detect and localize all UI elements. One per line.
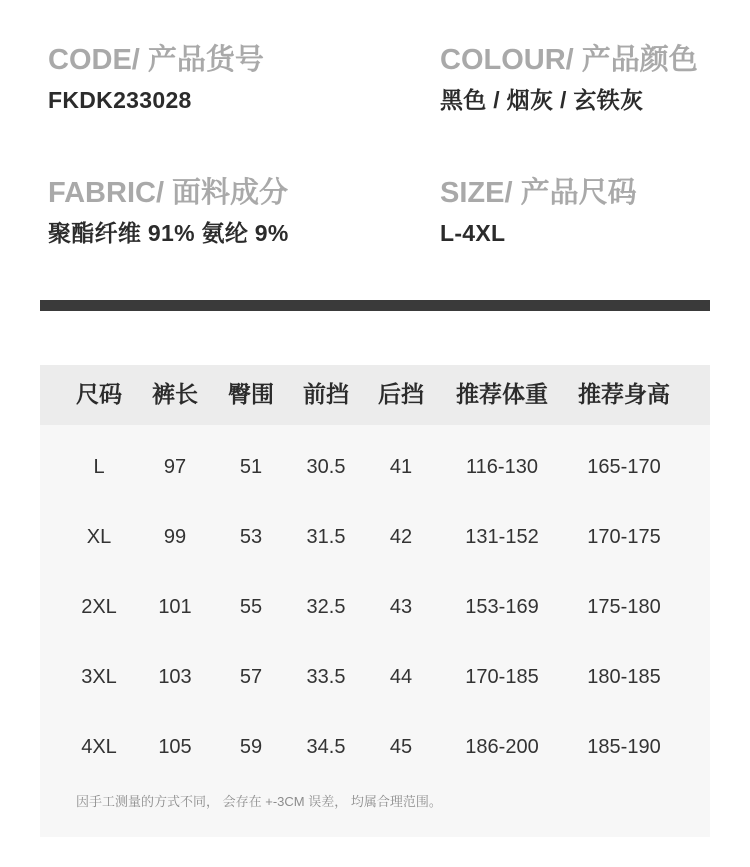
size-block (440, 176, 637, 248)
product-code-value: FKDK233028 (48, 87, 192, 113)
cell-front-rise: 33.5 (306, 666, 346, 688)
cell-back-rise: 43 (389, 596, 413, 618)
cell-back-rise: 45 (389, 736, 413, 758)
cell-pants-length: 105 (158, 736, 192, 758)
cell-pants-length: 103 (158, 666, 192, 688)
cell-size: L (93, 456, 105, 478)
cell-back-rise: 44 (389, 666, 413, 688)
cell-weight: 170-185 (465, 666, 539, 688)
fabric-block (48, 176, 289, 248)
cell-height: 165-170 (587, 456, 661, 478)
product-code-block (48, 43, 264, 115)
cell-weight: 116-130 (466, 456, 538, 478)
table-row (40, 432, 710, 502)
cell-pants-length: 101 (158, 596, 192, 618)
cell-hip: 57 (239, 666, 263, 688)
cell-height: 175-180 (587, 596, 661, 618)
measurement-note: 因手工测量的方式不同， 会存在 +-3CM 误差， 均属合理范围。 (76, 794, 442, 809)
cell-size: 3XL (81, 666, 117, 688)
cell-hip: 51 (239, 456, 263, 478)
cell-front-rise: 30.5 (306, 456, 346, 478)
table-row (40, 642, 710, 712)
product-colour-block (440, 43, 698, 115)
cell-back-rise: 41 (389, 456, 413, 478)
cell-height: 185-190 (587, 736, 661, 758)
cell-height: 180-185 (587, 666, 661, 688)
size-chart-table (40, 365, 710, 837)
cell-front-rise: 34.5 (306, 736, 346, 758)
table-header-row (40, 365, 710, 425)
header-recommended-height: 推荐身高 (578, 381, 670, 407)
cell-hip: 53 (239, 526, 263, 548)
size-label: SIZE/ 产品尺码 (440, 177, 637, 209)
header-hip: 臀围 (228, 381, 274, 407)
fabric-label: FABRIC/ 面料成分 (48, 177, 289, 209)
header-size: 尺码 (76, 381, 122, 407)
cell-back-rise: 42 (389, 526, 413, 548)
cell-hip: 59 (239, 736, 263, 758)
product-code-label: CODE/ 产品货号 (48, 44, 264, 76)
cell-size: 2XL (81, 596, 117, 618)
table-row (40, 572, 710, 642)
table-row (40, 712, 710, 782)
header-back-rise: 后挡 (378, 381, 424, 407)
cell-pants-length: 97 (163, 456, 187, 478)
table-row (40, 502, 710, 572)
cell-weight: 186-200 (465, 736, 539, 758)
cell-front-rise: 31.5 (306, 526, 346, 548)
cell-height: 170-175 (587, 526, 661, 548)
header-recommended-weight: 推荐体重 (456, 381, 548, 407)
header-front-rise: 前挡 (303, 381, 349, 407)
cell-front-rise: 32.5 (306, 596, 346, 618)
cell-weight: 153-169 (465, 596, 539, 618)
cell-pants-length: 99 (163, 526, 187, 548)
fabric-value: 聚酯纤维 91% 氨纶 9% (48, 220, 289, 246)
cell-size: 4XL (81, 736, 117, 758)
product-colour-label: COLOUR/ 产品颜色 (440, 44, 698, 76)
header-pants-length: 裤长 (152, 381, 198, 407)
cell-size: XL (86, 526, 112, 548)
product-colour-value: 黑色 / 烟灰 / 玄铁灰 (440, 87, 644, 113)
cell-weight: 131-152 (465, 526, 539, 548)
section-divider (40, 300, 710, 311)
cell-hip: 55 (239, 596, 263, 618)
size-value: L-4XL (440, 220, 506, 246)
